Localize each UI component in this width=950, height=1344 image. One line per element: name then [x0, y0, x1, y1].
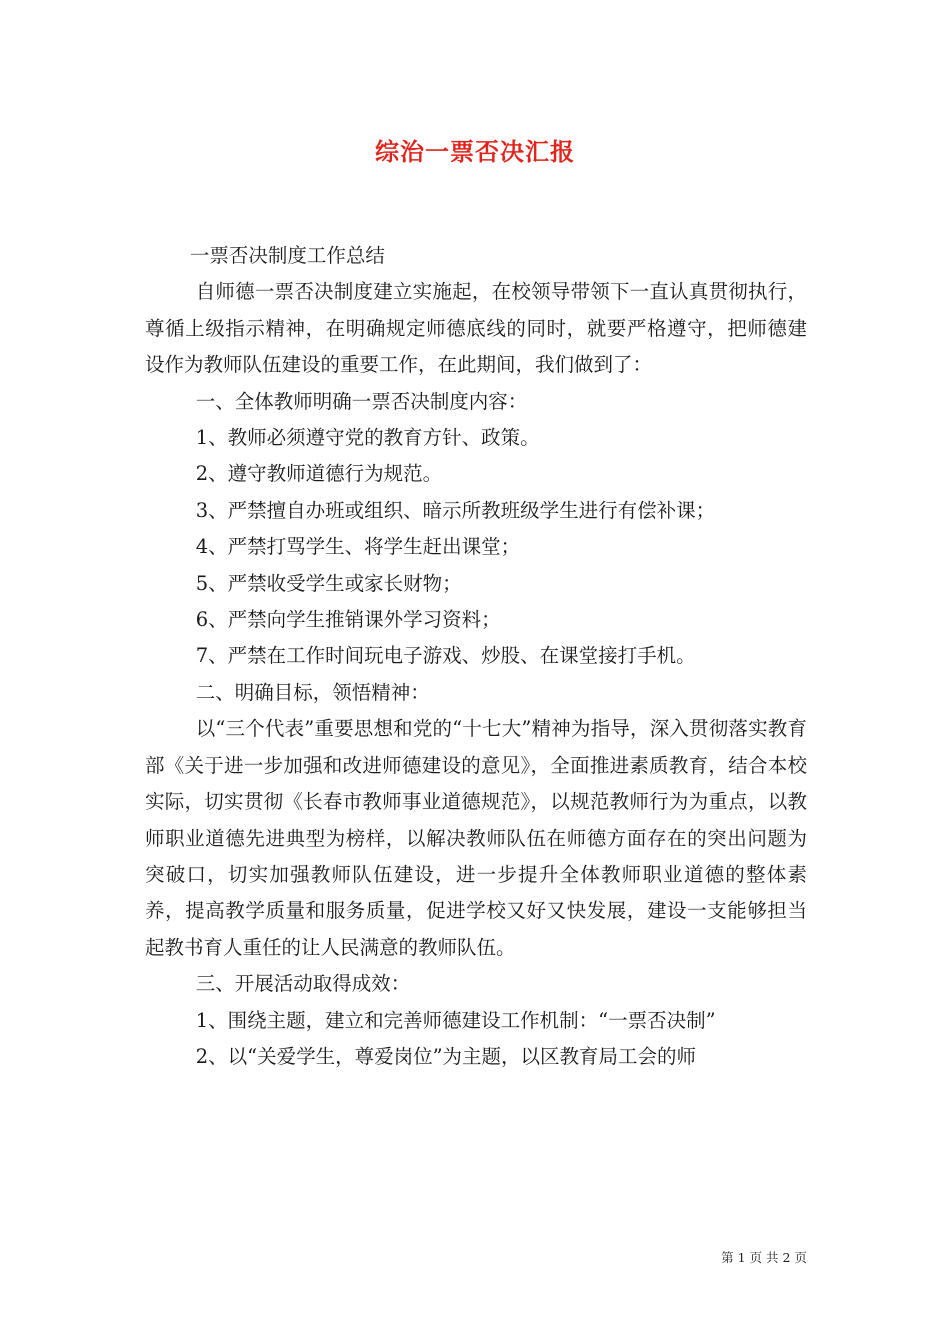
- list-item: 7、严禁在工作时间玩电子游戏、炒股、在课堂接打手机。: [195, 644, 696, 668]
- list-item: 1、教师必须遵守党的教育方针、政策。: [195, 426, 540, 450]
- footer-suffix: 页: [794, 1250, 807, 1265]
- current-page-number: 1: [737, 1250, 746, 1265]
- list-item: 2、以“关爱学生，尊爱岗位”为主题，以区教育局工会的师: [195, 1044, 697, 1068]
- list-heading: 二、明确目标，领悟精神：: [195, 680, 430, 704]
- body-paragraph: 以“三个代表”重要思想和党的“十七大”精神为指导，深入贯彻落实教育部《关于进一步加强和改进师德建设的意见》，全面推进素质教育，结合本校实际，切实贯彻《长春市教师事业道德规范》，以规范教师行为为重点，以教师职业道德先进典型为榜样，以解决教师队伍在师德方面存在的突出问题为突破口，切实加强教师队伍建设，进一步提升全体教师职业道德的整体素养，提高教学质量和服务质量，促进学校又好又快发展，建设一支能够担当起教书育人重任的让人民满意的教师队伍。: [145, 717, 807, 959]
- footer-middle: 页 共: [749, 1250, 779, 1265]
- list-heading: 三、开展活动取得成效：: [195, 972, 411, 996]
- total-page-count: 2: [782, 1250, 791, 1265]
- footer-prefix: 第: [721, 1250, 734, 1265]
- body-paragraph: 自师德一票否决制度建立实施起，在校领导带领下一直认真贯彻执行，尊循上级指示精神，在明确规定师德底线的同时，就要严格遵守，把师德建设作为教师队伍建设的重要工作，在此期间，我们做到了：: [145, 280, 807, 377]
- list-item: 6、严禁向学生推销课外学习资料；: [195, 608, 501, 632]
- section-heading: 一票否决制度工作总结: [189, 244, 385, 267]
- list-heading: 一、全体教师明确一票否决制度内容：: [195, 389, 528, 413]
- page-footer: [721, 1248, 807, 1266]
- document-body: [145, 238, 807, 1075]
- list-item: 4、严禁打骂学生、将学生赶出课堂；: [195, 535, 521, 559]
- document-title: 综治一票否决汇报: [375, 137, 575, 166]
- list-item: 2、遵守教师道德行为规范。: [195, 462, 443, 486]
- list-item: 3、严禁擅自办班或组织、暗示所教班级学生进行有偿补课；: [195, 498, 716, 522]
- list-item: 1、围绕主题，建立和完善师德建设工作机制：“一票否决制”: [195, 1008, 716, 1032]
- list-item: 5、严禁收受学生或家长财物；: [195, 571, 462, 595]
